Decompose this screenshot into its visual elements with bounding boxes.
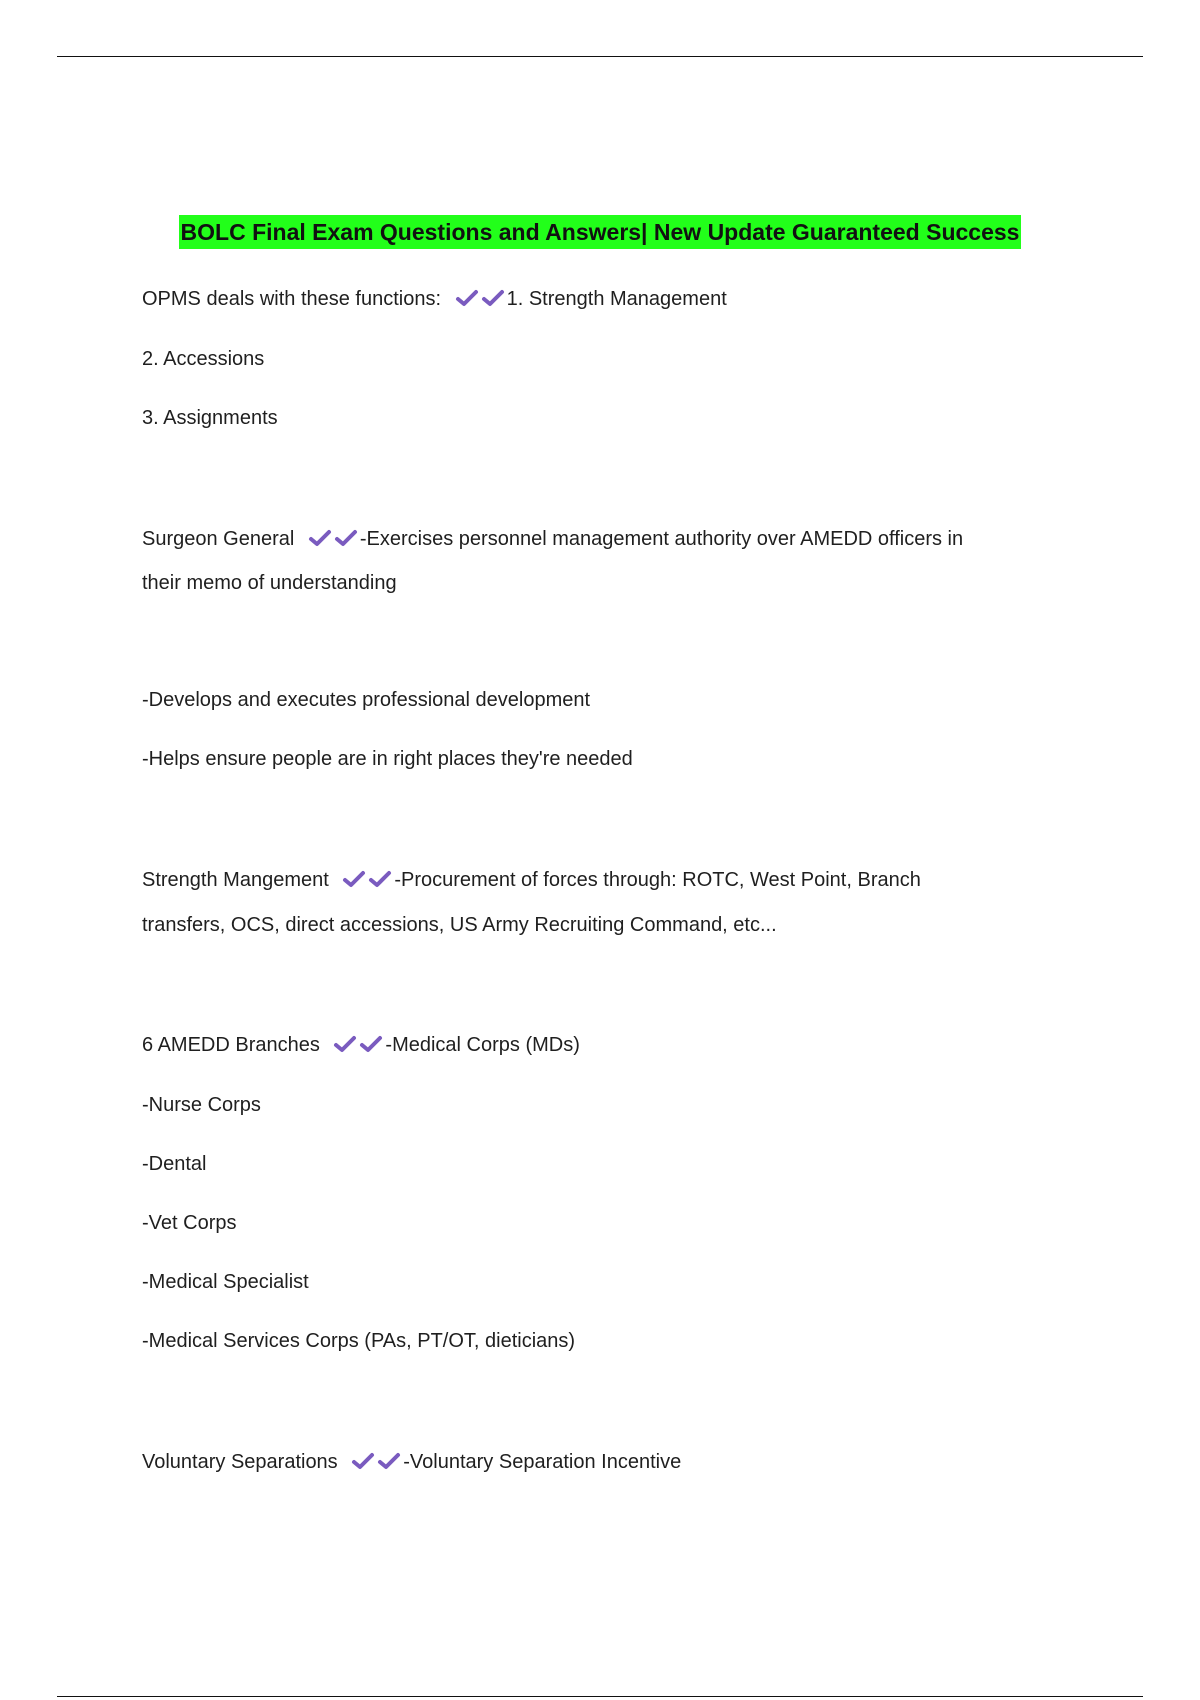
- answer-text: -Medical Corps (MDs): [385, 1034, 580, 1056]
- question-term: Strength Mangement: [142, 869, 329, 891]
- answer-checks: [340, 867, 392, 893]
- question-term: Voluntary Separations: [142, 1451, 338, 1473]
- answer-line: -Helps ensure people are in right places they're needed: [142, 748, 633, 770]
- answer-text: -Voluntary Separation Incentive: [403, 1451, 682, 1473]
- answer-line: 3. Assignments: [142, 407, 278, 429]
- answer-line: -Nurse Corps: [142, 1094, 261, 1116]
- document-title: BOLC Final Exam Questions and Answers| New Update Guaranteed Success: [179, 215, 1022, 249]
- answer-text: -Exercises personnel management authority over AMEDD officers in: [359, 528, 964, 550]
- answer-checks: [331, 1032, 383, 1058]
- question-voluntary-separations: [142, 1449, 681, 1475]
- title-container: [0, 215, 1200, 249]
- bottom-rule: [57, 1696, 1143, 1697]
- checkmark-icon: [333, 1034, 357, 1054]
- checkmark-icon: [368, 869, 392, 889]
- question-opms: [142, 286, 727, 312]
- answer-text: -Procurement of forces through: ROTC, West Point, Branch: [394, 869, 921, 891]
- question-term: Surgeon General: [142, 528, 295, 550]
- checkmark-icon: [481, 288, 505, 308]
- answer-text: 1. Strength Management: [506, 288, 727, 310]
- answer-checks: [453, 286, 505, 312]
- answer-line: their memo of understanding: [142, 572, 397, 594]
- answer-line: -Vet Corps: [142, 1212, 237, 1234]
- question-term: OPMS deals with these functions:: [142, 288, 442, 310]
- checkmark-icon: [359, 1034, 383, 1054]
- question-amedd-branches: [142, 1032, 580, 1058]
- checkmark-icon: [455, 288, 479, 308]
- answer-line: -Medical Specialist: [142, 1271, 309, 1293]
- checkmark-icon: [342, 869, 366, 889]
- question-strength-management: [142, 867, 921, 893]
- answer-line: -Develops and executes professional development: [142, 689, 591, 711]
- checkmark-icon: [308, 528, 332, 548]
- answer-line: -Dental: [142, 1153, 207, 1175]
- checkmark-icon: [351, 1451, 375, 1471]
- answer-line: 2. Accessions: [142, 348, 265, 370]
- checkmark-icon: [334, 528, 358, 548]
- answer-line: -Medical Services Corps (PAs, PT/OT, dieticians): [142, 1330, 576, 1352]
- answer-checks: [306, 526, 358, 552]
- top-rule: [57, 56, 1143, 57]
- question-term: 6 AMEDD Branches: [142, 1034, 320, 1056]
- question-surgeon-general: [142, 526, 963, 552]
- answer-checks: [349, 1449, 401, 1475]
- answer-line: transfers, OCS, direct accessions, US Army Recruiting Command, etc...: [142, 914, 777, 936]
- checkmark-icon: [377, 1451, 401, 1471]
